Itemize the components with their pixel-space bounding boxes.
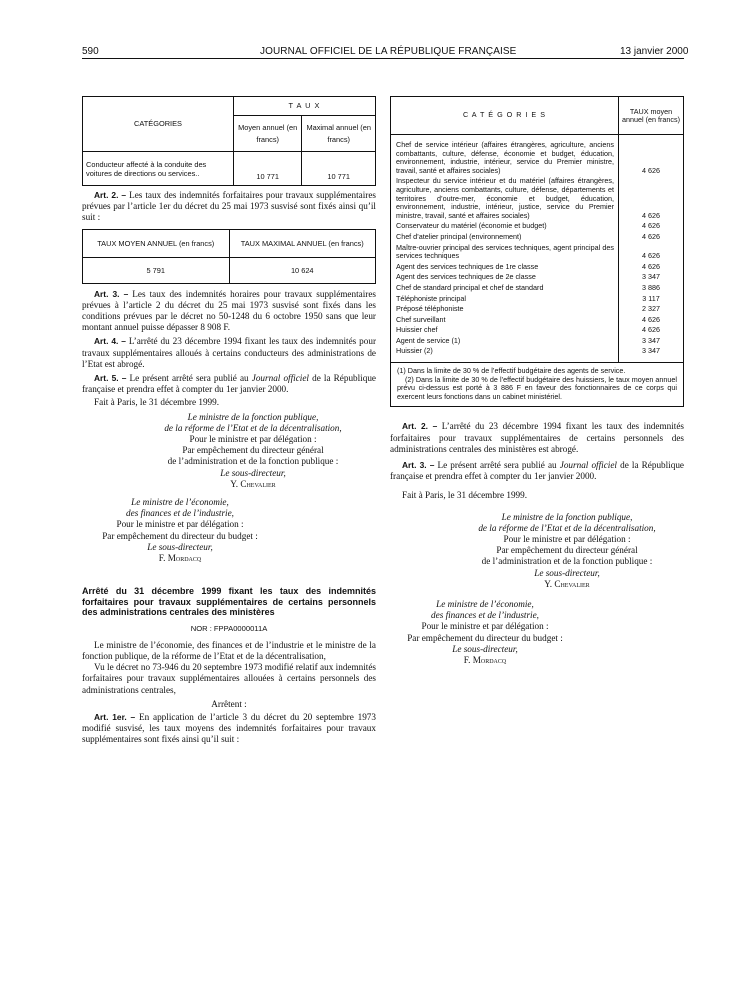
category-rate: 4 626	[619, 221, 684, 232]
signature-block-economie-right: Le ministre de l’économie, des finances et de l’industrie, Pour le ministre et par délégation : Par empêchement du directeur du budget : Le sous-directeur, F. Mordacq	[407, 599, 563, 666]
rates-table-conducteur	[82, 96, 376, 186]
issue-date: 13 janvier 2000	[620, 46, 689, 57]
category-rate: 4 626	[619, 176, 684, 221]
article-3-left: Art. 3. – Les taux des indemnités horaires pour travaux supplémentaires prévues à l’article 2 du décret du 25 mai 1973 susvisé sont fixés dans les conditions prévues par le décret no 50-1248 du 6 octobre 1950 sans que leur montant annuel puisse dépasser 8 908 F.	[82, 288, 376, 333]
cell-maximal: 10 771	[302, 152, 376, 186]
intro-vu-decret: Vu le décret no 73-946 du 20 septembre 1973 modifié relatif aux indemnités forfaitaires pour travaux supplémentaires allouées à certains personnels des administrations centrales,	[82, 662, 376, 695]
arretent: Arrêtent :	[211, 698, 247, 709]
category-row	[391, 135, 684, 177]
category-row	[391, 294, 684, 305]
article-5-left: Art. 5. – Le présent arrêté sera publié au Journal officiel de la République française et prendra effet à compter du 1er janvier 2000.	[82, 373, 376, 395]
category-rate: 3 347	[619, 346, 684, 362]
nor-reference: NOR : FPPA0000011A	[190, 623, 268, 633]
category-rate: 3 347	[619, 336, 684, 347]
category-rate: 4 626	[619, 315, 684, 326]
note-2: (2) Dans la limite de 30 % de l’effectif budgétaire des huissiers, le taux moyen annuel prévu ci-dessus est porté à 3 886 F en faveur des fonctionnaires de ce corps qui exercent leurs fonctions dans un cabinet ministériel.	[397, 374, 677, 401]
categories-rates-table	[390, 96, 684, 407]
row-label-conducteur: Conducteur affecté à la conduite des voitures de directions ou services..	[83, 152, 234, 186]
category-rate: 3 886	[619, 283, 684, 294]
category-label: Chef d’atelier principal (environnement)	[391, 232, 619, 243]
col-header-categories: CATÉGORIES	[83, 97, 234, 152]
category-row	[391, 346, 684, 362]
category-label: Inspecteur du service intérieur et du matériel (affaires étrangères, agriculture, anciens combattants, culture, défense, départements et territoires d’outre-mer, économie et budget, éducation, environnement, industrie, intérieur, justice, service du Premier ministre, travail, santé et affaires sociales)	[391, 176, 619, 221]
category-label: Agent des services techniques de 2e classe	[391, 272, 619, 283]
category-rate: 4 626	[619, 243, 684, 262]
category-rate: 4 626	[619, 262, 684, 273]
category-row	[391, 232, 684, 243]
category-label: Téléphoniste principal	[391, 294, 619, 305]
rates-table-annuel	[82, 229, 376, 284]
cell-taux-moyen: 5 791	[83, 257, 230, 283]
category-label: Conservateur du matériel (économie et budget)	[391, 221, 619, 232]
category-label: Huissier chef	[391, 325, 619, 336]
category-rate: 2 327	[619, 304, 684, 315]
col-header-taux-moyen: TAUX MOYEN ANNUEL (en francs)	[83, 229, 230, 257]
category-rate: 4 626	[619, 135, 684, 177]
category-label: Chef de service intérieur (affaires étrangères, agriculture, anciens combattants, culture, défense, économie et budget, éducation, environnement, industrie, intérieur, service du Premier ministre, travail, santé et affaires sociales)	[391, 135, 619, 177]
category-label: Agent des services techniques de 1re classe	[391, 262, 619, 273]
category-row	[391, 262, 684, 273]
col-header-taux-moyen-right: TAUX moyen annuel (en francs)	[619, 97, 684, 135]
category-rate: 3 347	[619, 272, 684, 283]
category-row	[391, 221, 684, 232]
cell-moyen: 10 771	[234, 152, 302, 186]
category-row	[391, 315, 684, 326]
article-1: Art. 1er. – En application de l’article 3 du décret du 20 septembre 1973 modifié susvisé, les taux moyens des indemnités forfaitaires pour travaux supplémentaires sont fixés ainsi qu’il suit :	[82, 711, 376, 745]
signature-block-fonction-publique: Le ministre de la fonction publique, de la réforme de l’Etat et de la décentralisation, Pour le ministre et par délégation : Par empêchement du directeur général de l’administration et de la fonction publique : Le sous-directeur, Y. Chevalier	[164, 411, 342, 489]
category-row	[391, 272, 684, 283]
header-rule	[82, 58, 684, 59]
journal-title: JOURNAL OFFICIEL DE LA RÉPUBLIQUE FRANÇAISE	[260, 46, 517, 57]
page-number: 590	[82, 46, 99, 57]
left-column	[82, 96, 376, 746]
col-header-taux: T A U X	[234, 97, 376, 116]
category-label: Huissier (2)	[391, 346, 619, 362]
category-label: Agent de service (1)	[391, 336, 619, 347]
category-row	[391, 304, 684, 315]
col-header-moyen: Moyen annuel (en francs)	[234, 116, 302, 152]
signature-block-economie: Le ministre de l’économie, des finances et de l’industrie, Pour le ministre et par délégation : Par empêchement du directeur du budget : Le sous-directeur, F. Mordacq	[102, 497, 258, 564]
signature-block-fonction-publique-right: Le ministre de la fonction publique, de la réforme de l’Etat et de la décentralisation, Pour le ministre et par délégation : Par empêchement du directeur général de l’administration et de la fonction publique : Le sous-directeur, Y. Chevalier	[478, 511, 656, 589]
category-label: Maître-ouvrier principal des services techniques, agent principal des services techniques	[391, 243, 619, 262]
article-3-right: Art. 3. – Le présent arrêté sera publié au Journal officiel de la République française et prendra effet à compter du 1er janvier 2000.	[390, 460, 684, 482]
category-row	[391, 283, 684, 294]
cell-taux-maximal: 10 624	[229, 257, 376, 283]
col-header-taux-maximal: TAUX MAXIMAL ANNUEL (en francs)	[229, 229, 376, 257]
category-row	[391, 176, 684, 221]
category-row	[391, 336, 684, 347]
fait-a-paris-left: Fait à Paris, le 31 décembre 1999.	[94, 397, 220, 408]
note-1: (1) Dans la limite de 30 % de l’effectif budgétaire des agents de service.	[397, 366, 626, 376]
intro-ministres: Le ministre de l’économie, des finances et de l’industrie et le ministre de la fonction publique, de la réforme de l’Etat et de la décentralisation,	[82, 639, 376, 661]
right-column	[390, 96, 684, 666]
article-2-right: Art. 2. – L’arrêté du 23 décembre 1994 fixant les taux des indemnités forfaitaires pour travaux supplémentaires de certains personnels des administrations centrales des ministères est abrogé.	[390, 421, 684, 454]
col-header-categories-right: C A T É G O R I E S	[391, 97, 619, 135]
category-label: Préposé téléphoniste	[391, 304, 619, 315]
category-label: Chef de standard principal et chef de standard	[391, 283, 619, 294]
category-rate: 4 626	[619, 232, 684, 243]
arrete-title: Arrêté du 31 décembre 1999 fixant les taux des indemnités forfaitaires pour travaux supplémentaires de certains personnels des administrations centrales des ministères	[82, 586, 376, 618]
category-row	[391, 325, 684, 336]
category-row	[391, 243, 684, 262]
category-rate: 4 626	[619, 325, 684, 336]
article-2-left: Art. 2. – Les taux des indemnités forfaitaires pour travaux supplémentaires prévues par l’article 1er du décret du 25 mai 1973 susvisé sont fixés ainsi qu’il suit :	[82, 190, 376, 223]
category-rate: 3 117	[619, 294, 684, 305]
col-header-maximal: Maximal annuel (en francs)	[302, 116, 376, 152]
article-4-left: Art. 4. – L’arrêté du 23 décembre 1994 fixant les taux des indemnités pour travaux supplémentaires alloués à certains conducteurs des administrations de l’Etat est abrogé.	[82, 336, 377, 369]
categories-rows	[391, 135, 684, 363]
category-label: Chef surveillant	[391, 315, 619, 326]
fait-a-paris-right: Fait à Paris, le 31 décembre 1999.	[402, 490, 528, 501]
table-notes	[391, 363, 684, 407]
